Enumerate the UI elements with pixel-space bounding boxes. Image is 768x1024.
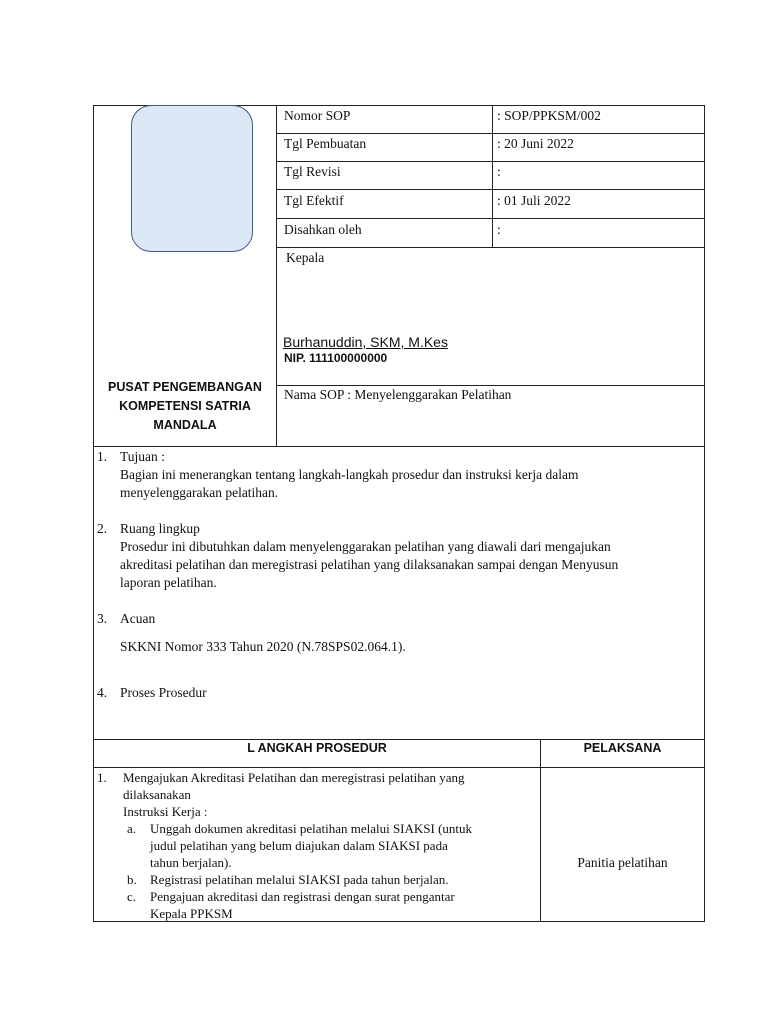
organization-name-line: MANDALA [153, 418, 217, 432]
section-text-line: Bagian ini menerangkan tentang langkah-langkah prosedur dan instruksi kerja dalam [120, 467, 579, 482]
tgl-revisi-value: : [497, 164, 501, 179]
instruction-line: Kepala PPKSM [150, 906, 233, 921]
organization-logo [131, 105, 253, 252]
column-header-executor: PELAKSANA [583, 741, 662, 755]
step-title-line: dilaksanakan [123, 787, 191, 802]
column-header-steps: L ANGKAH PROSEDUR [247, 741, 387, 755]
section-title: Ruang lingkup [120, 521, 200, 536]
approver-title: Kepala [286, 250, 325, 265]
section-text-line: Prosedur ini dibutuhkan dalam menyelenggarakan pelatihan yang diawali dari mengajukan [120, 539, 611, 554]
tgl-pembuatan-value: : 20 Juni 2022 [497, 136, 574, 151]
approver-nip: NIP. 111100000000 [284, 351, 388, 365]
step-number: 1. [97, 770, 107, 785]
organization-name [96, 378, 274, 435]
disahkan-oleh-value: : [497, 222, 501, 237]
instruction-line: Unggah dokumen akreditasi pelatihan melalui SIAKSI (untuk [150, 821, 473, 836]
sop-name: Nama SOP : Menyelenggarakan Pelatihan [284, 387, 512, 402]
approver-name: Burhanuddin, SKM, M.Kes [283, 334, 448, 350]
step-title-line: Mengajukan Akreditasi Pelatihan dan meregistrasi pelatihan yang [123, 770, 465, 785]
section-number: 3. [97, 611, 108, 626]
section-text-line: akreditasi pelatihan dan meregistrasi pelatihan yang dilaksanakan sampai dengan Menyusun [120, 557, 619, 572]
instruction-marker: b. [127, 872, 137, 887]
section-number: 2. [97, 521, 108, 536]
instruction-marker: c. [127, 889, 137, 904]
section-title: Proses Prosedur [120, 685, 207, 700]
section-number: 4. [97, 685, 108, 700]
tgl-efektif-label: Tgl Efektif [284, 193, 344, 208]
section-number: 1. [97, 449, 108, 464]
executor-cell: Panitia pelatihan [577, 855, 668, 870]
organization-name-line: PUSAT PENGEMBANGAN [108, 380, 262, 394]
section-title: Acuan [120, 611, 156, 626]
instruction-line: Registrasi pelatihan melalui SIAKSI pada tahun berjalan. [150, 872, 449, 887]
instruction-label: Instruksi Kerja : [123, 804, 208, 819]
section-text-line: laporan pelatihan. [120, 575, 217, 590]
organization-name-line: KOMPETENSI SATRIA [119, 399, 251, 413]
instruction-line: tahun berjalan). [150, 855, 232, 870]
instruction-line: judul pelatihan yang belum diajukan dalam SIAKSI pada [150, 838, 448, 853]
section-text-line: SKKNI Nomor 333 Tahun 2020 (N.78SPS02.064.1). [120, 639, 406, 654]
instruction-line: Pengajuan akreditasi dan registrasi dengan surat pengantar [150, 889, 455, 904]
nomor-sop-value: : SOP/PPKSM/002 [497, 108, 601, 123]
tgl-pembuatan-label: Tgl Pembuatan [284, 136, 367, 151]
tgl-revisi-label: Tgl Revisi [284, 164, 341, 179]
instruction-marker: a. [127, 821, 137, 836]
disahkan-oleh-label: Disahkan oleh [284, 222, 362, 237]
section-title: Tujuan : [120, 449, 165, 464]
nomor-sop-label: Nomor SOP [284, 108, 351, 123]
tgl-efektif-value: : 01 Juli 2022 [497, 193, 571, 208]
section-text-line: menyelenggarakan pelatihan. [120, 485, 279, 500]
